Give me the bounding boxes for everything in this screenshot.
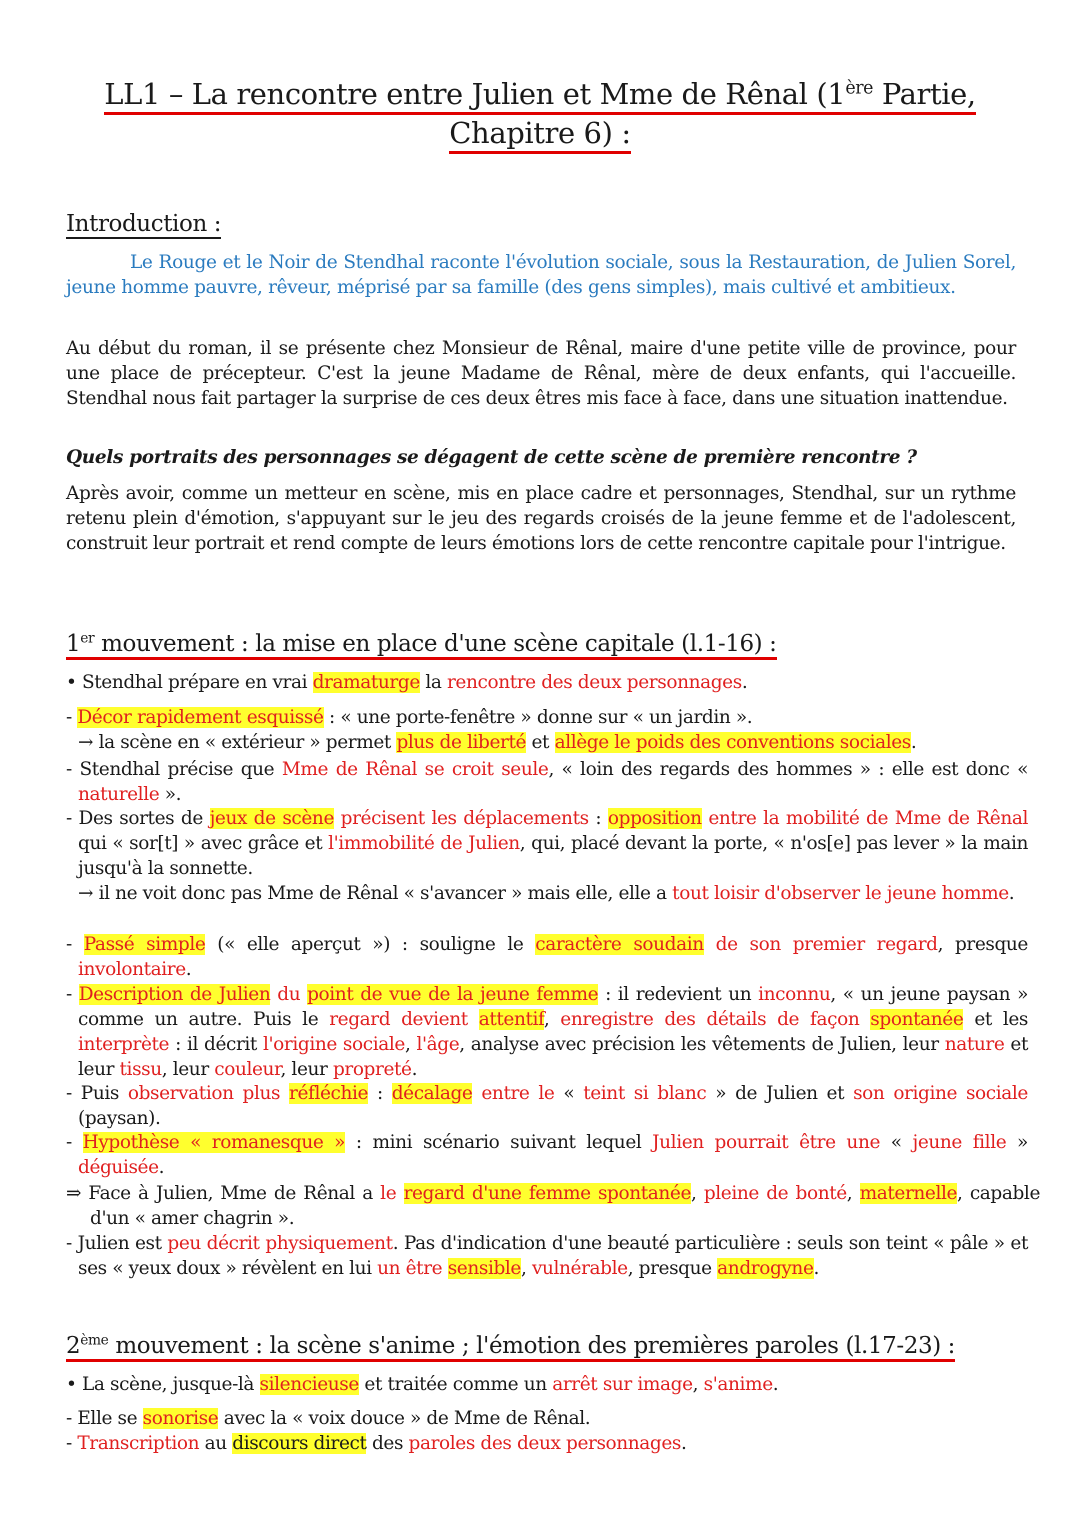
intro-paragraph-1: Le Rouge et le Noir de Stendhal raconte l'évolution sociale, sous la Restauration, de Julien Sorel, jeune homme pauvre, rêveur, méprisé par sa famille (des gens simples), mais cultivé et ambitieux. — [66, 252, 1016, 298]
text-run — [442, 1258, 447, 1279]
text-run: . — [813, 1258, 819, 1279]
text-run: : il décrit — [169, 1034, 263, 1055]
problematic-question: Quels portraits des personnages se dégagent de cette scène de première rencontre ? — [66, 447, 917, 468]
text-run: inconnu — [758, 984, 831, 1005]
text-run: naturelle — [78, 784, 160, 805]
text-run: jeune fille — [912, 1132, 1007, 1153]
movement-1-heading: 1er mouvement : la mise en place d'une scène capitale (l.1-16) : — [66, 629, 777, 659]
text-run: la — [419, 672, 447, 693]
text-run: Passé simple — [83, 934, 206, 955]
text-run: , « un jeune paysan » comme un autre. Puis le — [78, 984, 1028, 1030]
text-run: paroles des deux personnages — [408, 1433, 682, 1454]
text-run: arrêt sur image — [552, 1374, 693, 1395]
text-run: . — [185, 959, 192, 980]
text-run: Hypothèse « romanesque » — [82, 1132, 346, 1153]
text-run: - — [66, 1433, 78, 1454]
text-run: et les — [963, 1009, 1029, 1030]
intro-paragraph-3: Après avoir, comme un metteur en scène, mis en place cadre et personnages, Stendhal, sur un rythme retenu plein d'émotion, s'appuyant sur le jeu des regards croisés de la jeune femme et de l'adolescent, construit leur portrait et rend compte de leurs émotions lors de cette rencontre capitale pour l'intrigue. — [66, 483, 1016, 554]
text-run: , analyse avec précision les vêtements de Julien, leur — [459, 1034, 945, 1055]
mvt1-bullet-10 — [66, 1231, 1028, 1281]
text-run: l'âge — [416, 1034, 460, 1055]
text-run: sensible — [447, 1258, 521, 1279]
text-run: - — [66, 984, 79, 1005]
text-run: regard devient — [329, 1009, 468, 1030]
text-run: nature — [944, 1034, 1005, 1055]
mvt1-bullet-8 — [66, 1130, 1028, 1180]
text-run: , qui, placé devant la porte, « n'os[e] pas lever » la main jusqu'à la sonnette. — [78, 833, 1029, 879]
text-run: Mme de Rênal se croit seule — [281, 759, 549, 780]
mvt1-bullet-1 — [66, 670, 1028, 695]
text-run: sonorise — [142, 1408, 219, 1429]
text-run: , leur — [161, 1059, 215, 1080]
text-run: , leur — [280, 1059, 333, 1080]
text-run: l'immobilité de Julien — [328, 833, 520, 854]
text-run: maternelle — [859, 1183, 958, 1204]
mvt1-conclusion — [66, 1181, 1040, 1231]
text-run: (paysan). — [78, 1108, 161, 1129]
text-run — [334, 808, 341, 829]
intro-paragraph-2: Au début du roman, il se présente chez Monsieur de Rênal, maire d'une petite ville de province, pour une place de précepteur. C'est la jeune Madame de Rênal, mère de deux enfants, qui l'accueille. Stendhal nous fait partager la surprise de ces deux êtres mis face à face, dans une situation inattendue. — [66, 338, 1016, 409]
text-run: déguisée — [78, 1157, 159, 1178]
text-run: jeux de scène — [209, 808, 334, 829]
title-line-1: LL1 – La rencontre entre Julien et Mme de Rênal (1ère Partie, — [104, 76, 975, 115]
text-run: Description de Julien — [78, 984, 271, 1005]
text-run: peu décrit physiquement — [167, 1233, 393, 1254]
text-run: , — [691, 1183, 704, 1204]
text-run: le — [380, 1183, 397, 1204]
text-run: enregistre des détails de façon — [560, 1009, 860, 1030]
movement-2-heading: 2ème mouvement : la scène s'anime ; l'émotion des premières paroles (l.17-23) : — [66, 1331, 955, 1361]
text-run: décalage — [391, 1083, 473, 1104]
text-run: , — [692, 1374, 704, 1395]
text-run: couleur — [214, 1059, 281, 1080]
text-run: » de Julien et — [706, 1083, 854, 1104]
text-run: et traitée comme un — [358, 1374, 553, 1395]
text-run: . — [741, 672, 748, 693]
text-run: teint si blanc — [583, 1083, 707, 1104]
text-run: androgyne — [717, 1258, 814, 1279]
text-run: réfléchie — [289, 1083, 369, 1104]
text-run: → il ne voit donc pas Mme de Rênal « s'avancer » mais elle, elle a — [78, 883, 673, 904]
text-run: interprète — [78, 1034, 170, 1055]
text-run: Julien pourrait être une — [652, 1132, 881, 1153]
page-title — [0, 76, 1080, 154]
text-run: l'origine sociale — [262, 1034, 405, 1055]
text-run: observation plus — [127, 1083, 281, 1104]
text-run — [704, 934, 716, 955]
text-run: silencieuse — [259, 1374, 359, 1395]
text-run: (« elle aperçut ») : souligne le — [205, 934, 536, 955]
text-run: son origine sociale — [853, 1083, 1028, 1104]
mvt1-bullet-5 — [66, 932, 1028, 982]
text-run: : — [588, 808, 608, 829]
text-run: plus de liberté — [396, 732, 527, 753]
text-run: • Stendhal prépare en vrai — [66, 672, 313, 693]
text-run: un être — [377, 1258, 443, 1279]
text-run: . — [910, 732, 917, 753]
text-run: de son premier regard — [715, 934, 938, 955]
text-run: Décor rapidement esquissé — [77, 707, 324, 728]
mvt1-bullet-6 — [66, 982, 1028, 1082]
text-run: , — [520, 1258, 532, 1279]
text-run: et leur — [78, 1034, 1028, 1080]
text-run: point de vue de la jeune femme — [307, 984, 599, 1005]
text-run: , « loin des regards des hommes » : elle est donc « — [548, 759, 1028, 780]
text-run: involontaire — [78, 959, 186, 980]
text-run: vulnérable — [531, 1258, 628, 1279]
text-run: caractère soudain — [535, 934, 704, 955]
text-run: avec la « voix douce » de Mme de Rênal. — [218, 1408, 591, 1429]
text-run: - — [66, 707, 78, 728]
text-run: rencontre des deux personnages — [446, 672, 742, 693]
text-run: propreté — [332, 1059, 412, 1080]
text-run: , presque — [627, 1258, 718, 1279]
text-run — [280, 1083, 289, 1104]
text-run: « — [880, 1132, 913, 1153]
text-run: . Pas d'indication d'une beauté particulière : seuls son teint « pâle » et ses « yeux doux » révèlent en lui — [78, 1233, 1028, 1279]
text-run: regard d'une femme spontanée — [403, 1183, 692, 1204]
text-run: ⇒ Face à Julien, Mme de Rênal a — [66, 1183, 381, 1204]
mvt1-bullet-7 — [66, 1081, 1028, 1131]
text-run: - Elle se — [66, 1408, 143, 1429]
text-run: - — [66, 1132, 83, 1153]
mvt2-bullet-3 — [66, 1431, 1028, 1456]
text-run: - Puis — [66, 1083, 128, 1104]
text-run: spontanée — [870, 1009, 964, 1030]
mvt2-bullet-2 — [66, 1406, 1028, 1431]
text-run: : — [368, 1083, 392, 1104]
mvt2-bullet-1 — [66, 1372, 1028, 1397]
text-run: discours direct — [232, 1433, 367, 1454]
text-run: , — [404, 1034, 417, 1055]
text-run: tout loisir d'observer le jeune homme — [672, 883, 1009, 904]
text-run: Transcription — [77, 1433, 200, 1454]
text-run: - — [66, 934, 84, 955]
text-run: , — [846, 1183, 860, 1204]
text-run: ». — [159, 784, 182, 805]
text-run: , — [543, 1009, 561, 1030]
text-run: dramaturge — [312, 672, 420, 693]
text-run: allège le poids des conventions sociales — [554, 732, 911, 753]
text-run: entre la mobilité de Mme de Rênal — [708, 808, 1029, 829]
text-run: au — [199, 1433, 233, 1454]
text-run: pleine de bonté — [703, 1183, 847, 1204]
text-run: et — [526, 732, 555, 753]
text-run: - Des sortes de — [66, 808, 210, 829]
text-run: entre le — [481, 1083, 555, 1104]
text-run — [396, 1183, 403, 1204]
text-run: . — [1008, 883, 1015, 904]
title-line-2: Chapitre 6) : — [449, 115, 630, 154]
text-run: . — [772, 1374, 779, 1395]
text-run: , presque — [937, 934, 1028, 955]
text-run — [468, 1009, 479, 1030]
text-run: . — [681, 1433, 687, 1454]
text-run: : mini scénario suivant lequel — [345, 1132, 653, 1153]
mvt1-bullet-4 — [66, 806, 1028, 906]
mvt1-bullet-3 — [66, 757, 1028, 807]
text-run: . — [411, 1059, 418, 1080]
text-run: du — [277, 984, 301, 1005]
text-run: , capable d'un « amer chagrin ». — [90, 1183, 1041, 1229]
text-run: attentif — [478, 1009, 544, 1030]
text-run: : « une porte-fenêtre » donne sur « un jardin ». — [323, 707, 753, 728]
text-run: • La scène, jusque-là — [66, 1374, 260, 1395]
text-run — [859, 1009, 870, 1030]
text-run: - Stendhal précise que — [66, 759, 282, 780]
text-run: : il redevient un — [598, 984, 759, 1005]
text-run: des — [366, 1433, 409, 1454]
text-run: « — [554, 1083, 584, 1104]
mvt1-bullet-2 — [66, 705, 1028, 755]
text-run: précisent les déplacements — [340, 808, 589, 829]
text-run: qui « sor[t] » avec grâce et — [78, 833, 329, 854]
text-run: s'anime — [703, 1374, 773, 1395]
text-run: opposition — [607, 808, 702, 829]
text-run: » — [1006, 1132, 1028, 1153]
intro-heading: Introduction : — [66, 211, 222, 237]
text-run: tissu — [119, 1059, 162, 1080]
text-run: - Julien est — [66, 1233, 168, 1254]
text-run: → la scène en « extérieur » permet — [78, 732, 397, 753]
text-run: . — [158, 1157, 165, 1178]
